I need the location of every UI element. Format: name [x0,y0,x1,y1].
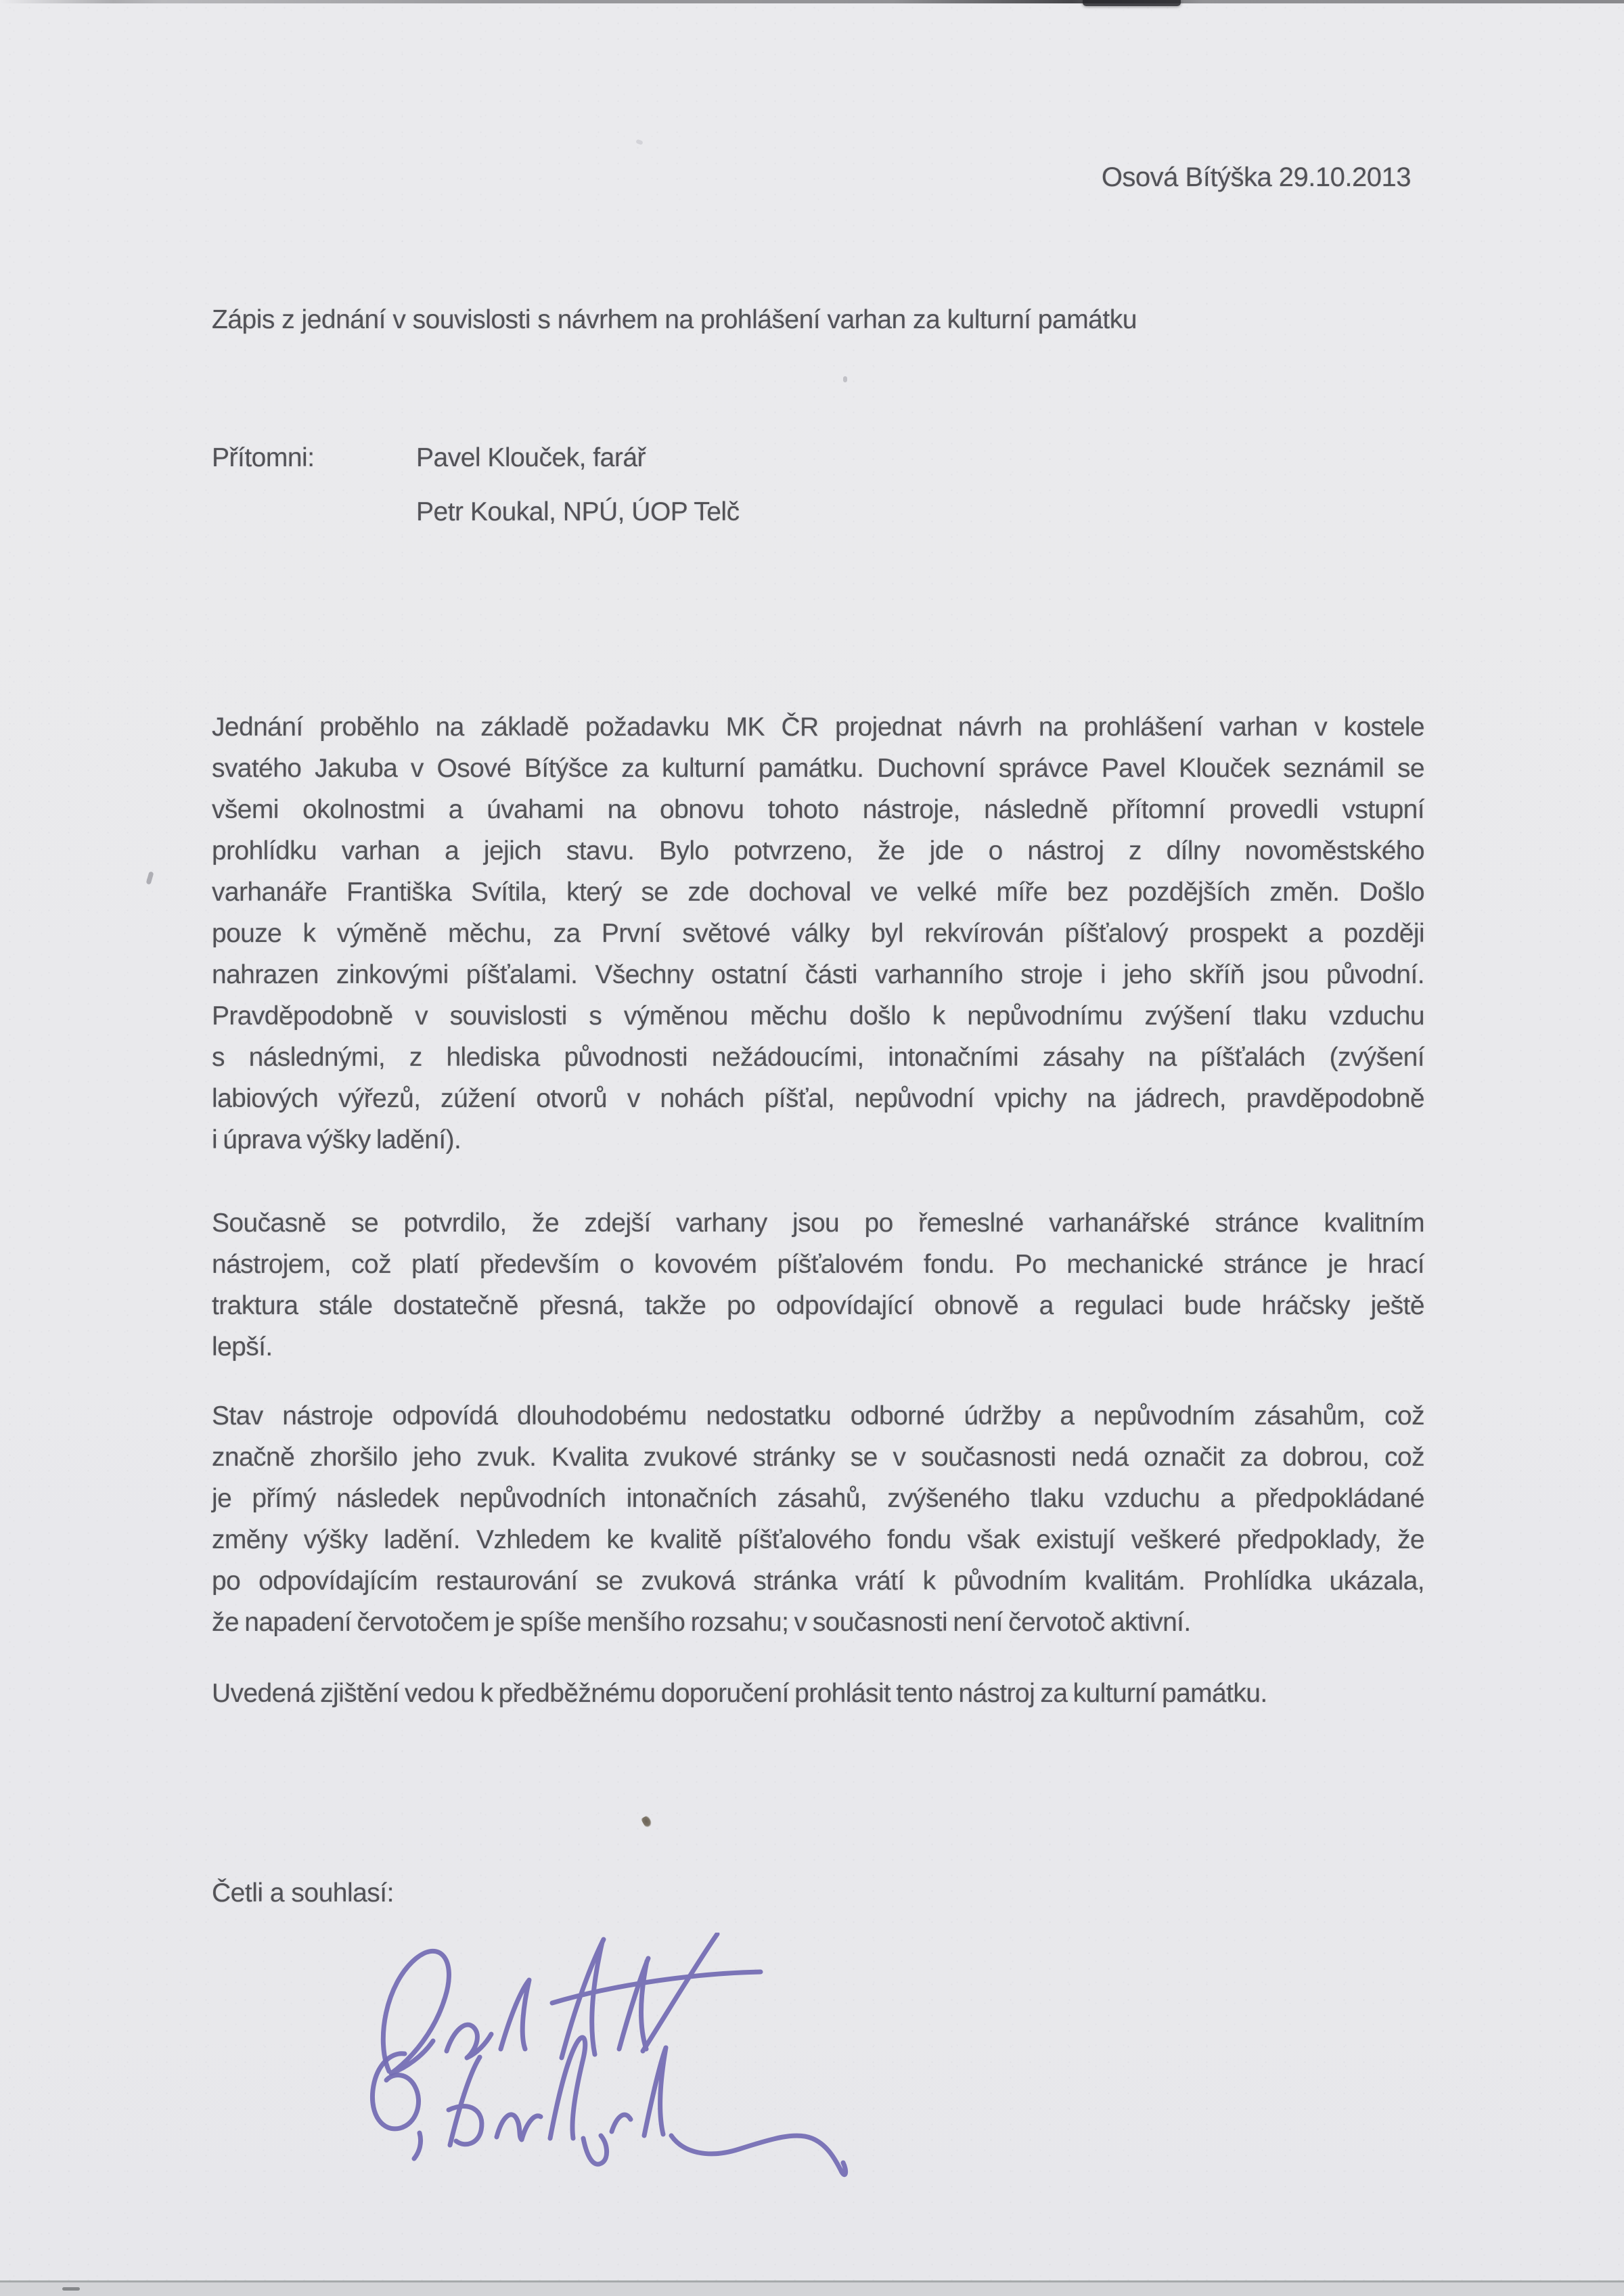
signature-stroke [414,2133,421,2159]
signature-stroke [450,2057,480,2145]
signature-stroke [497,2115,541,2140]
scan-speck-artifact [146,871,154,884]
text-line: že napadení červotočem je spíše menšího rozsahu; v současnosti není červotoč aktivní. [212,1608,1191,1637]
text-line: pouze k výměně měchu, za První světové války byl rekvírován píšťalový prospekt a později [212,919,1424,948]
text-line: varhanáře Františka Svítila, který se zde dochoval ve velké míře bez pozdějších změn. Došlo [212,878,1424,907]
scan-speck-artifact [843,376,847,382]
text-line: svatého Jakuba v Osové Bítýšce za kulturní památku. Duchovní správce Pavel Klouček seznámil se [212,754,1424,783]
signature-stroke [644,2048,666,2136]
text-line: Stav nástroje odpovídá dlouhodobému nedostatku odborné údržby a nepůvodním zásahům, což [212,1401,1424,1431]
paragraph-2 [212,1202,1424,1368]
signature-second-handwritten [372,2038,845,2175]
signature-stroke [501,1980,529,2049]
text-line: změny výšky ladění. Vzhledem ke kvalitě píšťalového fondu však existují veškeré předpoklady, že [212,1525,1424,1554]
text-line: prohlídku varhan a jejich stavu. Bylo potvrzeno, že jde o nástroj z dílny novoměstského [212,836,1424,865]
signature-stroke [583,2136,607,2164]
text-line: nástrojem, což platí především o kovovém píšťalovém fondu. Po mechanické stránce je hrací [212,1250,1424,1279]
text-line: i úprava výšky ladění). [212,1125,461,1154]
attendee-name-1: Pavel Klouček, farář [416,443,646,472]
text-line: Uvedená zjištění vedou k předběžnému doporučení prohlásit tento nástroj za kulturní památku. [212,1679,1267,1708]
signatures-area [338,1933,893,2203]
text-line: po odpovídajícím restaurování se zvuková stránka vrátí k původním kvalitám. Prohlídka ukázala, [212,1567,1424,1596]
text-line: všemi okolnostmi a úvahami na obnovu tohoto nástroje, následně přítomní provedli vstupní [212,795,1424,824]
text-line: Pravděpodobně v souvislosti s výměnou měchu došlo k nepůvodnímu zvýšení tlaku vzduchu [212,1001,1424,1031]
scan-speck-artifact [62,2287,80,2291]
text-line: traktura stále dostatečně přesná, takže po odpovídající obnově a regulaci bude hráčsky ještě [212,1291,1424,1320]
signature-stroke [612,2115,631,2132]
signature-stroke [550,2038,585,2138]
paragraph-1 [212,706,1424,1161]
text-line: je přímý následek nepůvodních intonačních zásahů, zvýšeného tlaku vzduchu a předpokládané [212,1484,1424,1513]
scanner-bed-bottom-edge [0,2280,1624,2296]
scan-speck-artifact [635,139,643,145]
document-title: Zápis z jednání v souvislosti s návrhem na prohlášení varhan za kulturní památku [212,305,1137,334]
signature-stroke [643,1934,717,2051]
attendee-row [212,492,1424,533]
scan-speck-artifact [641,1815,653,1828]
date-line: Osová Bítýška 29.10.2013 [1101,162,1411,192]
text-line: Jednání proběhlo na základě požadavku MK ČR projednat návrh na prohlášení varhan v kostele [212,713,1424,742]
scan-top-edge-blob-artifact [1083,0,1181,6]
attendees-block [212,438,1424,546]
attendee-name-2: Petr Koukal, NPÚ, ÚOP Telč [416,497,740,526]
attendees-label: Přítomni: [212,443,315,472]
paragraph-3 [212,1395,1424,1643]
text-line: nahrazen zinkovými píšťalami. Všechny ostatní části varhanního stroje i jeho skříň jsou původní. [212,960,1424,989]
attendees-label-spacer [212,492,416,533]
text-line: lepší. [212,1332,273,1361]
text-line: labiových výřezů, zúžení otvorů v nohách píšťal, nepůvodní vpichy na jádrech, pravděpodobně [212,1084,1424,1113]
signature-stroke [447,2025,491,2058]
paragraph-4 [212,1673,1424,1714]
scan-top-edge-artifact [0,0,1624,3]
closing-line: Četli a souhlasí: [212,1878,394,1908]
attendee-row [212,438,1424,478]
text-line: s následnými, z hlediska původnosti nežádoucími, intonačními zásahy na píšťalách (zvýšení [212,1043,1424,1072]
text-line: Současně se potvrdilo, že zdejší varhany jsou po řemeslné varhanářské stránce kvalitním [212,1209,1424,1238]
text-line: značně zhoršilo jeho zvuk. Kvalita zvukové stránky se v současnosti nedá označit za dobrou, což [212,1443,1424,1472]
signature-stroke [671,2136,846,2175]
